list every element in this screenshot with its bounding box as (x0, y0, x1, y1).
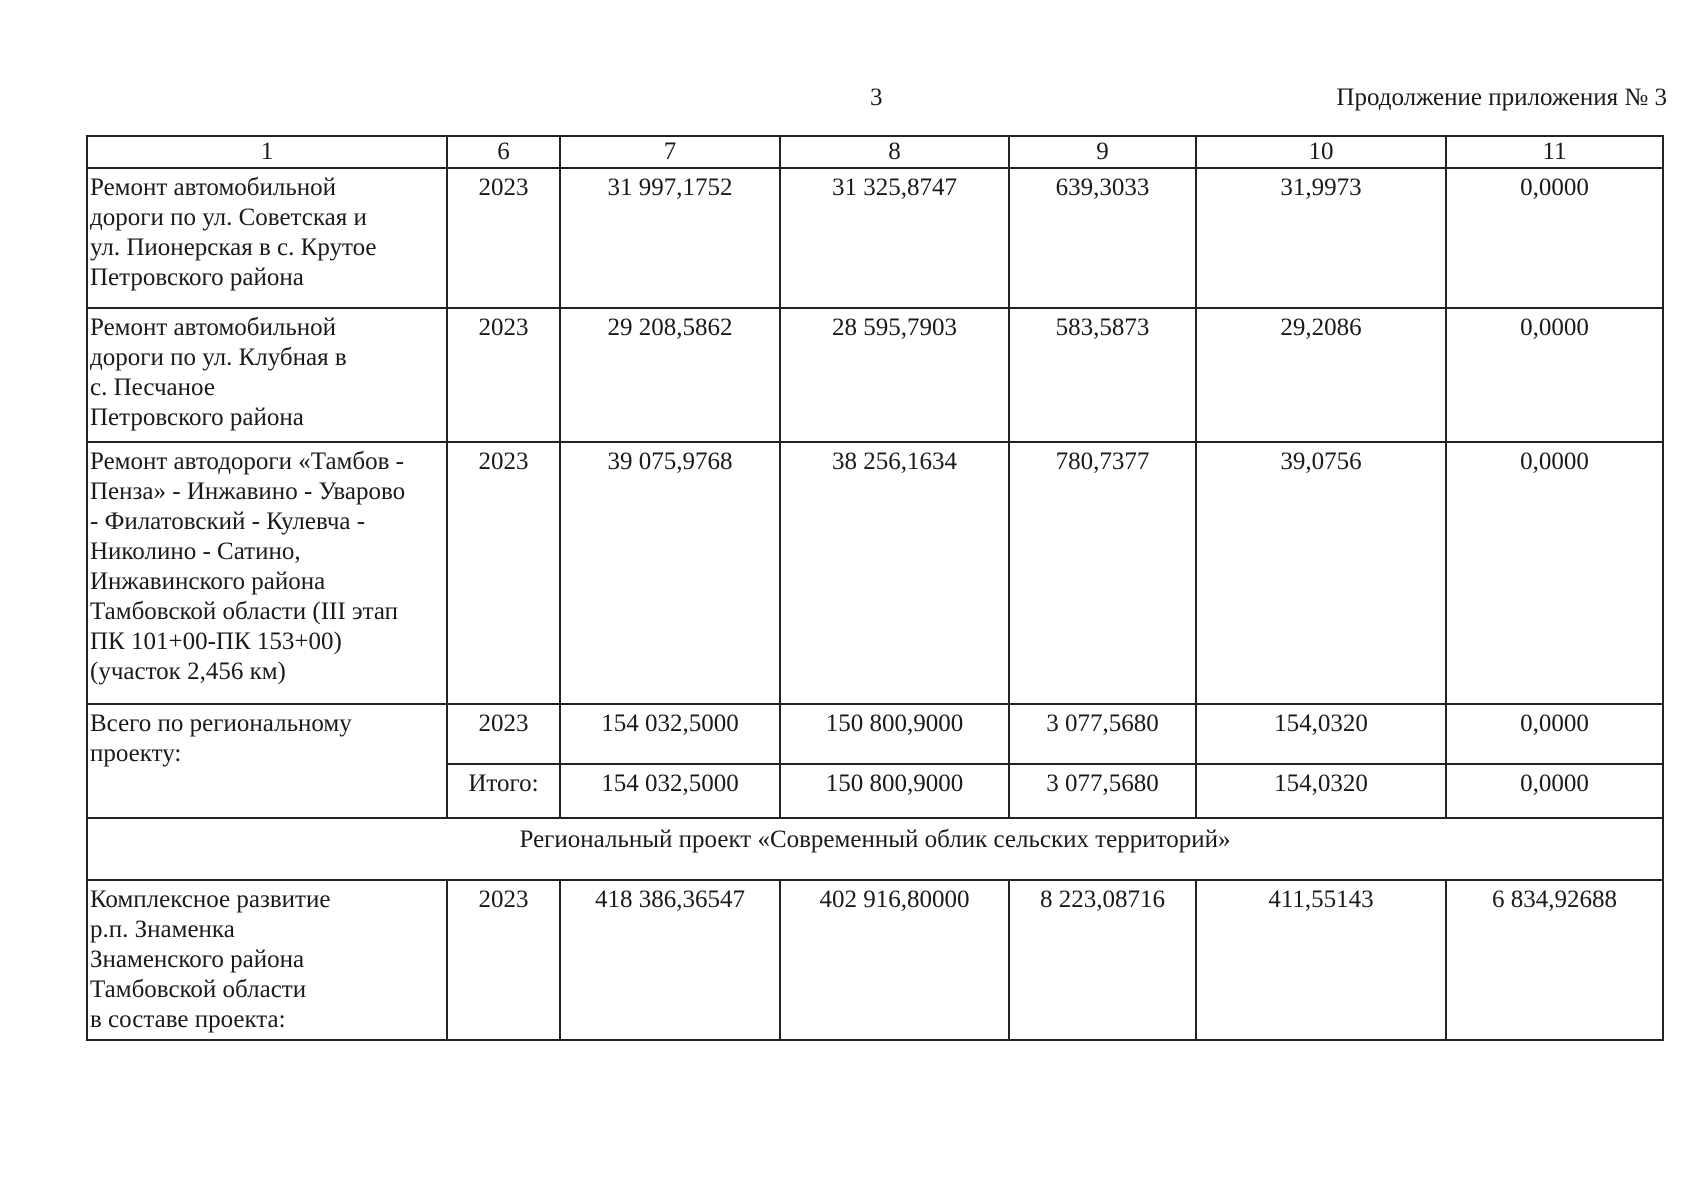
column-header: 11 (1446, 136, 1663, 168)
value-cell: 418 386,36547 (560, 880, 780, 1040)
value-cell: 8 223,08716 (1009, 880, 1196, 1040)
value-cell: 31 997,1752 (560, 168, 780, 308)
value-cell: 154 032,5000 (560, 764, 780, 818)
value-cell: 154,0320 (1196, 704, 1446, 764)
value-cell: 639,3033 (1009, 168, 1196, 308)
value-cell: 6 834,92688 (1446, 880, 1663, 1040)
value-cell: 150 800,9000 (780, 764, 1009, 818)
column-header: 10 (1196, 136, 1446, 168)
column-header: 8 (780, 136, 1009, 168)
itogo-label: Итого: (447, 764, 560, 818)
column-header: 9 (1009, 136, 1196, 168)
value-cell: 3 077,5680 (1009, 764, 1196, 818)
value-cell: 0,0000 (1446, 764, 1663, 818)
column-number-row (87, 136, 1663, 168)
value-cell: 154,0320 (1196, 764, 1446, 818)
value-cell: 31 325,8747 (780, 168, 1009, 308)
value-cell: 0,0000 (1446, 168, 1663, 308)
project-name-cell: Ремонт автомобильной дороги по ул. Советская и ул. Пионерская в с. Крутое Петровского района (87, 168, 447, 308)
section-title: Региональный проект «Современный облик сельских территорий» (87, 818, 1663, 880)
value-cell: 39 075,9768 (560, 442, 780, 704)
year-cell: 2023 (447, 880, 560, 1040)
project-name-cell: Комплексное развитие р.п. Знаменка Знаменского района Тамбовской области в составе проекта: (87, 880, 447, 1040)
value-cell: 3 077,5680 (1009, 704, 1196, 764)
project-name-cell: Ремонт автодороги «Тамбов - Пенза» - Инжавино - Уварово - Филатовский - Кулевча - Николино - Сатино, Инжавинского района Тамбовской области (III этап ПК 101+00-ПК 153+00) (участок 2,456 км) (87, 442, 447, 704)
value-cell: 402 916,80000 (780, 880, 1009, 1040)
column-header: 7 (560, 136, 780, 168)
page-number: 3 (870, 84, 883, 111)
table-row (87, 168, 1663, 308)
value-cell: 154 032,5000 (560, 704, 780, 764)
value-cell: 583,5873 (1009, 308, 1196, 442)
project-name-cell: Ремонт автомобильной дороги по ул. Клубная в с. Песчаное Петровского района (87, 308, 447, 442)
year-cell: 2023 (447, 308, 560, 442)
value-cell: 0,0000 (1446, 704, 1663, 764)
value-cell: 28 595,7903 (780, 308, 1009, 442)
value-cell: 0,0000 (1446, 442, 1663, 704)
budget-table (86, 135, 1664, 1041)
table-row (87, 880, 1663, 1040)
section-title-row (87, 818, 1663, 880)
year-cell: 2023 (447, 704, 560, 764)
continuation-title: Продолжение приложения № 3 (1336, 84, 1667, 111)
value-cell: 29,2086 (1196, 308, 1446, 442)
value-cell: 39,0756 (1196, 442, 1446, 704)
total-label-cell: Всего по региональному проекту: (87, 704, 447, 818)
column-header: 1 (87, 136, 447, 168)
year-cell: 2023 (447, 168, 560, 308)
value-cell: 31,9973 (1196, 168, 1446, 308)
value-cell: 29 208,5862 (560, 308, 780, 442)
table-row (87, 308, 1663, 442)
column-header: 6 (447, 136, 560, 168)
value-cell: 780,7377 (1009, 442, 1196, 704)
value-cell: 150 800,9000 (780, 704, 1009, 764)
table-row (87, 442, 1663, 704)
total-row (87, 704, 1663, 764)
year-cell: 2023 (447, 442, 560, 704)
value-cell: 38 256,1634 (780, 442, 1009, 704)
value-cell: 0,0000 (1446, 308, 1663, 442)
value-cell: 411,55143 (1196, 880, 1446, 1040)
